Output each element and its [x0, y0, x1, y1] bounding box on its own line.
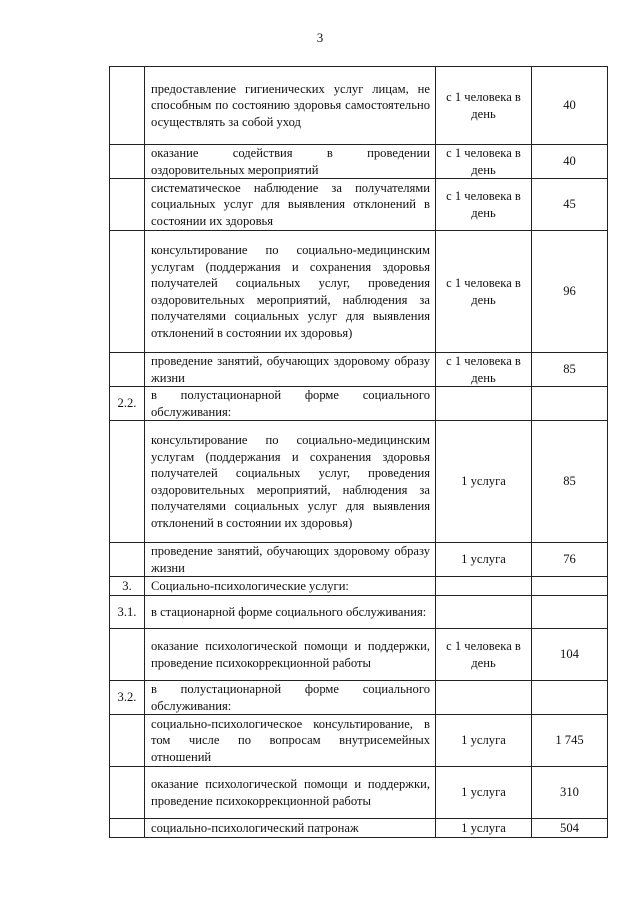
table-row: [110, 819, 608, 838]
service-name: консультирование по социально-медицинским услугам (поддержания и сохранения здоровья получателей социальных услуг, проведения оздоровительных мероприятий, наблюдения за получателями социальных услуг для выявления отклонений в состоянии их здоровья): [151, 433, 430, 530]
tariff-value-cell: [532, 387, 608, 421]
tariff-table: [109, 66, 608, 838]
unit-of-service: 1 услуга: [461, 733, 506, 748]
unit-of-service-cell: [436, 231, 532, 353]
tariff-value-cell: [532, 715, 608, 767]
tariff-value-cell: [532, 819, 608, 838]
tariff-value: 104: [560, 647, 579, 662]
unit-of-service-cell: [436, 681, 532, 715]
tariff-value-cell: [532, 767, 608, 819]
table-row: [110, 145, 608, 179]
service-name-cell: [145, 67, 436, 145]
row-number: 3.: [122, 578, 132, 593]
tariff-value: 85: [563, 474, 576, 489]
tariff-value-cell: [532, 145, 608, 179]
service-name: консультирование по социально-медицинским услугам (поддержания и сохранения здоровья получателей социальных услуг, проведения оздоровительных мероприятий, наблюдения за получателями социальных услуг для выявления отклонений в состоянии их здоровья): [151, 243, 430, 340]
table-row: [110, 67, 608, 145]
tariff-value-cell: [532, 179, 608, 231]
page-number: 3: [316, 30, 324, 45]
unit-of-service: с 1 человека в день: [446, 354, 521, 385]
row-number-cell: [110, 387, 145, 421]
row-number-cell: [110, 681, 145, 715]
row-number: 2.2.: [117, 396, 137, 411]
tariff-value: 40: [563, 98, 576, 113]
tariff-value-cell: [532, 67, 608, 145]
service-name: в полустационарной форме социального обслуживания:: [151, 682, 430, 713]
tariff-value-cell: [532, 596, 608, 629]
tariff-value-cell: [532, 231, 608, 353]
service-name-cell: [145, 629, 436, 681]
row-number-cell: [110, 421, 145, 543]
tariff-table-body: [110, 67, 608, 838]
service-name-cell: [145, 179, 436, 231]
service-name-cell: [145, 681, 436, 715]
unit-of-service-cell: [436, 353, 532, 387]
tariff-value: 504: [560, 820, 579, 835]
row-number-cell: [110, 543, 145, 577]
tariff-value-cell: [532, 681, 608, 715]
unit-of-service: 1 услуга: [461, 785, 506, 800]
row-number: 3.1.: [117, 604, 137, 619]
unit-of-service-cell: [436, 145, 532, 179]
table-row: [110, 353, 608, 387]
unit-of-service: с 1 человека в день: [446, 90, 521, 121]
unit-of-service-cell: [436, 629, 532, 681]
unit-of-service-cell: [436, 387, 532, 421]
tariff-value: 45: [563, 197, 576, 212]
tariff-value-cell: [532, 421, 608, 543]
unit-of-service: с 1 человека в день: [446, 276, 521, 307]
service-name: проведение занятий, обучающих здоровому образу жизни: [151, 354, 430, 385]
tariff-value: 1 745: [555, 733, 584, 748]
service-name-cell: [145, 387, 436, 421]
row-number-cell: [110, 596, 145, 629]
table-row: [110, 387, 608, 421]
service-name-cell: [145, 353, 436, 387]
row-number-cell: [110, 231, 145, 353]
unit-of-service-cell: [436, 715, 532, 767]
tariff-value-cell: [532, 543, 608, 577]
table-row: [110, 421, 608, 543]
service-name-cell: [145, 596, 436, 629]
service-name-cell: [145, 819, 436, 838]
table-row: [110, 715, 608, 767]
tariff-value-cell: [532, 577, 608, 596]
service-name: предоставление гигиенических услуг лицам, не способным по состоянию здоровья самостоятельно осуществлять за собой уход: [151, 81, 430, 129]
unit-of-service: 1 услуга: [461, 552, 506, 567]
table-row: [110, 179, 608, 231]
service-name: в полустационарной форме социального обслуживания:: [151, 388, 430, 419]
tariff-value: 85: [563, 362, 576, 377]
row-number: 3.2.: [117, 690, 137, 705]
table-row: [110, 231, 608, 353]
tariff-value-cell: [532, 353, 608, 387]
service-name-cell: [145, 543, 436, 577]
row-number-cell: [110, 145, 145, 179]
service-name: в стационарной форме социального обслуживания:: [151, 604, 427, 619]
row-number-cell: [110, 767, 145, 819]
row-number-cell: [110, 67, 145, 145]
tariff-value: 96: [563, 284, 576, 299]
tariff-value: 76: [563, 552, 576, 567]
unit-of-service: с 1 человека в день: [446, 189, 521, 220]
unit-of-service-cell: [436, 577, 532, 596]
unit-of-service: 1 услуга: [461, 820, 506, 835]
service-name-cell: [145, 421, 436, 543]
service-name-cell: [145, 145, 436, 179]
row-number-cell: [110, 179, 145, 231]
table-row: [110, 681, 608, 715]
row-number-cell: [110, 715, 145, 767]
service-name-cell: [145, 715, 436, 767]
service-name: Социально-психологические услуги:: [151, 578, 349, 593]
unit-of-service: с 1 человека в день: [446, 639, 521, 670]
service-name-cell: [145, 231, 436, 353]
service-name: систематическое наблюдение за получателями социальных услуг для выявления отклонений в состоянии их здоровья: [151, 180, 430, 228]
service-name-cell: [145, 767, 436, 819]
table-row: [110, 767, 608, 819]
table-row: [110, 596, 608, 629]
service-name: оказание психологической помощи и поддержки, проведение психокоррекционной работы: [151, 777, 430, 808]
service-name: социально-психологическое консультирование, в том числе по вопросам внутрисемейных отношений: [151, 716, 430, 764]
tariff-value: 310: [560, 785, 579, 800]
unit-of-service-cell: [436, 67, 532, 145]
table-row: [110, 629, 608, 681]
unit-of-service: с 1 человека в день: [446, 146, 521, 177]
service-name: социально-психологический патронаж: [151, 820, 359, 835]
table-row: [110, 577, 608, 596]
table-row: [110, 543, 608, 577]
unit-of-service-cell: [436, 421, 532, 543]
unit-of-service-cell: [436, 596, 532, 629]
row-number-cell: [110, 629, 145, 681]
unit-of-service-cell: [436, 179, 532, 231]
unit-of-service-cell: [436, 543, 532, 577]
tariff-value-cell: [532, 629, 608, 681]
service-name: оказание содействия в проведении оздоровительных мероприятий: [151, 146, 430, 177]
row-number-cell: [110, 353, 145, 387]
service-name-cell: [145, 577, 436, 596]
service-name: проведение занятий, обучающих здоровому образу жизни: [151, 544, 430, 575]
tariff-value: 40: [563, 154, 576, 169]
unit-of-service-cell: [436, 819, 532, 838]
unit-of-service-cell: [436, 767, 532, 819]
service-name: оказание психологической помощи и поддержки, проведение психокоррекционной работы: [151, 639, 430, 670]
row-number-cell: [110, 577, 145, 596]
unit-of-service: 1 услуга: [461, 474, 506, 489]
row-number-cell: [110, 819, 145, 838]
